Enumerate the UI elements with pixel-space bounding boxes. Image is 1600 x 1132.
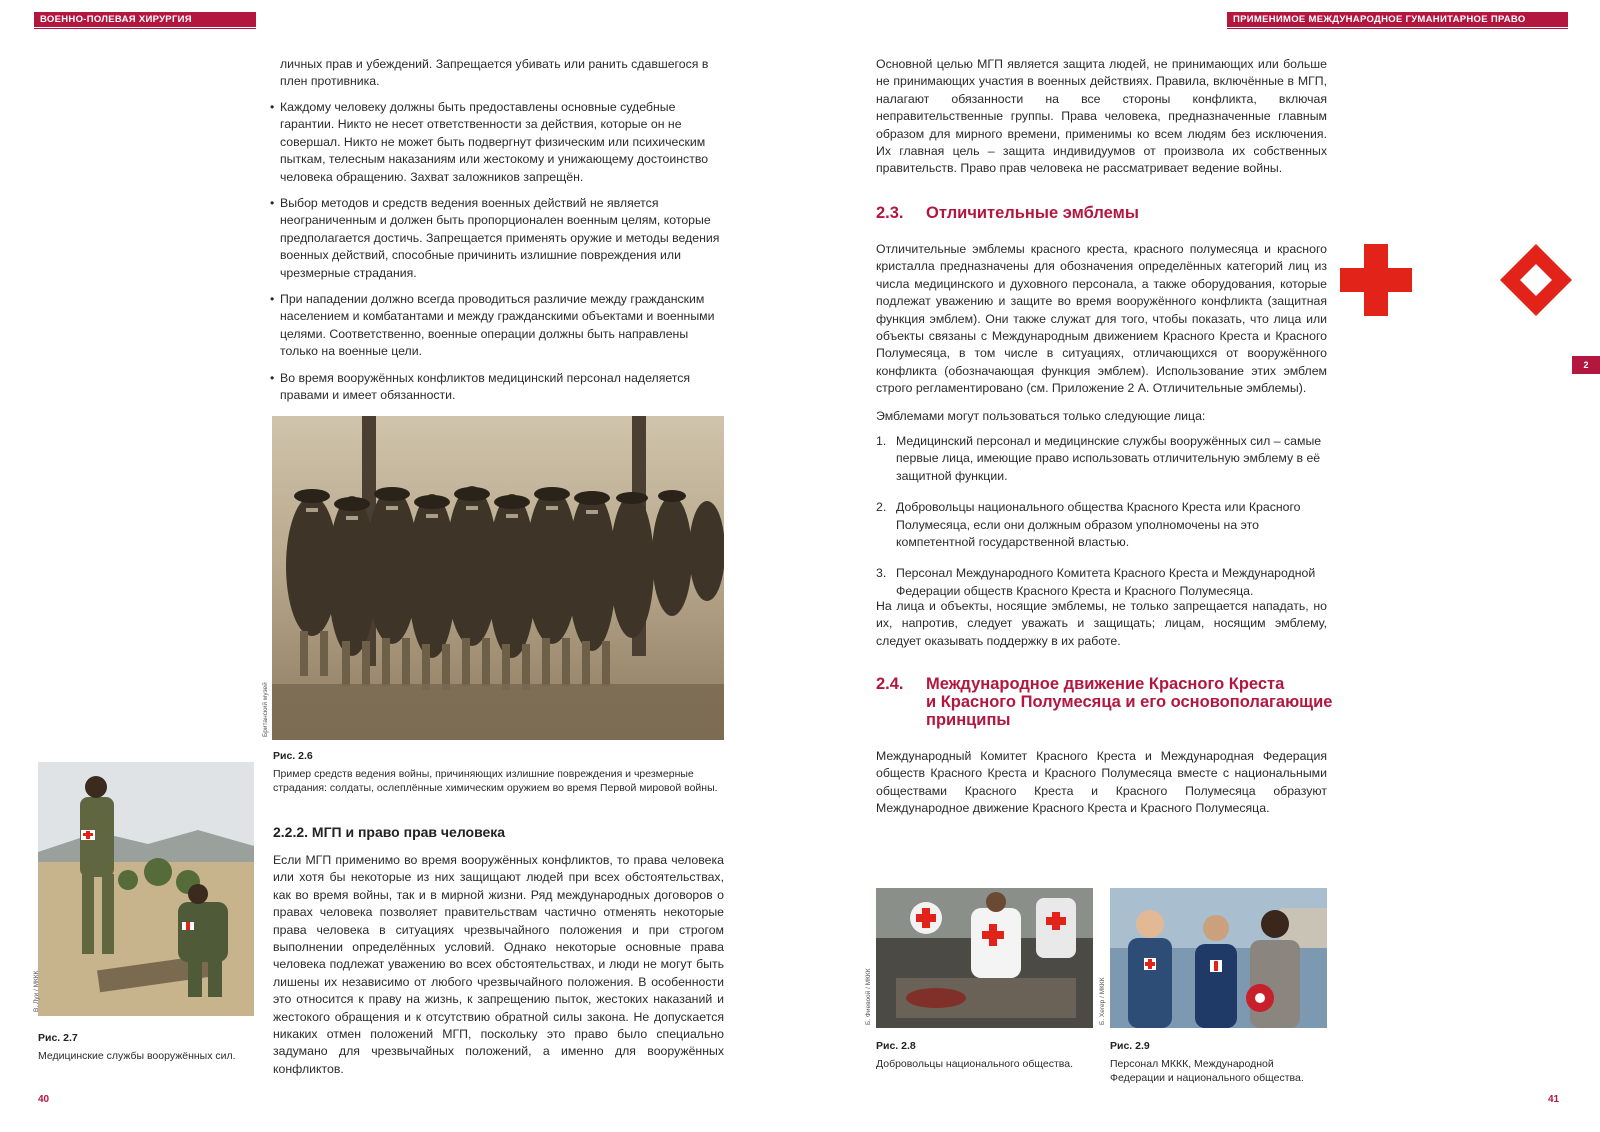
- fig26-title: Рис. 2.6: [273, 750, 313, 762]
- list-item: 2. Добровольцы национального общества Красного Креста или Красного Полумесяца, если они должным образом уполномочены на это компетентной государственной властью.: [876, 500, 1301, 550]
- right-intro-text: Основной целью МГП является защита людей, не принимающих или больше не принимающих участия в военных действиях. Правила, включённые в МГП, налагают обязанности на все стороны конфликта, включая неправительственные группы. Права человека, предназначенные главным образом для мирного времени, применимы ко всем людям без исключения. Их главная цель – защита индивидуумов от произвола их собственных правительств. Право прав человека не рассматривает ведение войны.: [876, 57, 1327, 176]
- fig29-photo: [1110, 888, 1327, 1028]
- army-medics-image: [38, 762, 254, 1016]
- section-23-p3: На лица и объекты, носящие эмблемы, не только запрещается нападать, но их, напротив, следует уважать и защищать; лицам, носящим эмблему, следует оказывать поддержку в их работе.: [876, 599, 1327, 648]
- gassed-soldiers-image: [272, 416, 724, 740]
- red-cross-icon: [1340, 244, 1412, 316]
- section-24-text: Международный Комитет Красного Креста и Международная Федерация обществ Красного Креста и Красного Полумесяца вместе с национальными обществами Красного Креста и Красного Полумесяца образуют Международное движение Красного Креста и Красного Полумесяца.: [876, 749, 1327, 816]
- section-24-heading: 2.4. Международное движение Красного Креста и Красного Полумесяца и его основополагающие принципы: [876, 675, 1333, 729]
- running-header-right: ПРИМЕНИМОЕ МЕЖДУНАРОДНОЕ ГУМАНИТАРНОЕ ПРАВО: [1227, 12, 1568, 29]
- red-crystal-icon: [1500, 244, 1572, 316]
- fig26-credit: Британский музей: [262, 682, 269, 737]
- page-number-right: 41: [1548, 1094, 1560, 1105]
- fig28-caption: Добровольцы национального общества.: [876, 1058, 1073, 1070]
- list-item: • Выбор методов и средств ведения военных действий не является неограниченным и должен быть пропорционален военным целям, которые предполагается достичь. Запрещается применять оружие и методы ведения военных действий, способные причинить излишние повреждения или чрезмерные страдания.: [270, 195, 720, 282]
- list-item: • Каждому человеку должны быть предоставлены основные судебные гарантии. Никто не несет ответственности за действия, которые он не совершал. Никто не может быть подвергнут физическим или психическим пыткам, телесным наказаниям или жестокому и унижающему достоинство человека обращению. Захват заложников запрещён.: [270, 99, 720, 186]
- fig27-credit: В. Луи / МККК: [33, 970, 40, 1012]
- fig29-credit: Б. Хегер / МККК: [1099, 977, 1106, 1025]
- fig26-photo: [272, 416, 724, 740]
- list-item: 1. Медицинский персонал и медицинские службы вооружённых сил – самые первые лица, имеющие право использовать отличительную эмблему в её защитной функции.: [876, 434, 1322, 483]
- fig28-photo: [876, 888, 1093, 1028]
- list-item: • При нападении должно всегда проводиться различие между гражданским населением и комбатантами и между гражданскими объектами и военными целями. Соответственно, военные операции должны быть направлены только на военные цели.: [270, 291, 720, 361]
- section-23-p2: Эмблемами могут пользоваться только следующие лица:: [876, 409, 1206, 423]
- section-23-heading: 2.3. Отличительные эмблемы: [876, 204, 1139, 222]
- section-222-text: Если МГП применимо во время вооружённых конфликтов, то права человека или хотя бы некоторые из них защищают людей при всех обстоятельствах, как во время войны, так и в мирной жизни. Ряд международных договоров о правах человека позволяет правительствам частично отменять некоторые права человека в ситуациях чрезвычайного положения и при строгом выполнении определённых условий. Однако некоторые основные права человека подлежат уважению во всех обстоятельствах, и люди не могут быть лишены их независимо от любого чрезвычайного положения. В особенности это относится к праву на жизнь, к запрещению пыток, жестоких наказаний и жестокого обращения и к отсутствию обратной силы закона. Не допускается никаких отмен положений МГП, поскольку это право было специально задумано для чрезвычайных положений, а именно для вооружённых конфликтов.: [273, 853, 724, 1076]
- left-intro-text: личных прав и убеждений. Запрещается убивать или ранить сдавшегося в плен противника.: [280, 57, 709, 89]
- volunteers-image: [876, 888, 1093, 1028]
- list-item: • Во время вооружённых конфликтов медицинский персонал наделяется правами и имеет обязанности.: [270, 370, 720, 405]
- emblems-group: [1340, 244, 1572, 316]
- fig27-title: Рис. 2.7: [38, 1032, 78, 1044]
- fig28-title: Рис. 2.8: [876, 1040, 916, 1052]
- fig27-photo: [38, 762, 254, 1016]
- fig28-credit: Б. Фиевоой / МККК: [865, 968, 872, 1025]
- emblem-users-list: [876, 433, 1327, 614]
- fig29-title: Рис. 2.9: [1110, 1040, 1150, 1052]
- section-222-heading: 2.2.2. МГП и право прав человека: [273, 824, 506, 840]
- list-item: 3. Персонал Международного Комитета Красного Креста и Международной Федерации обществ Красного Креста и Красного Полумесяца.: [876, 566, 1316, 598]
- chapter-tab: 2: [1572, 356, 1600, 374]
- fig29-caption: Персонал МККК, Международной Федерации и национального общества.: [1110, 1058, 1304, 1084]
- section-23-p1: Отличительные эмблемы красного креста, красного полумесяца и красного кристалла предназначены для обозначения определённых категорий лиц из числа медицинского и духовного персонала, а также оборудования, которые подлежат уважению и защите во время вооружённого конфликта (защитная функция эмблем). Они также служат для того, чтобы показать, что лица или объекты связаны с Международным движением Красного Креста и Красного Полумесяца, в том числе в ситуациях, отличающихся от вооружённого конфликта (обозначающая функция эмблем). Использование этих эмблем строго регламентировано (см. Приложение 2 A. Отличительные эмблемы).: [876, 242, 1327, 396]
- running-header-left: ВОЕННО-ПОЛЕВАЯ ХИРУРГИЯ: [34, 12, 256, 29]
- red-crescent-icon: [1428, 246, 1462, 314]
- page-number-left: 40: [38, 1094, 50, 1105]
- icrc-staff-image: [1110, 888, 1327, 1028]
- principles-list: [270, 99, 720, 414]
- fig27-caption: Медицинские службы вооружённых сил.: [38, 1050, 236, 1062]
- fig26-caption: Пример средств ведения войны, причиняющих излишние повреждения и чрезмерные страдания: солдаты, ослеплённые химическим оружием во время Первой мировой войны.: [273, 768, 718, 794]
